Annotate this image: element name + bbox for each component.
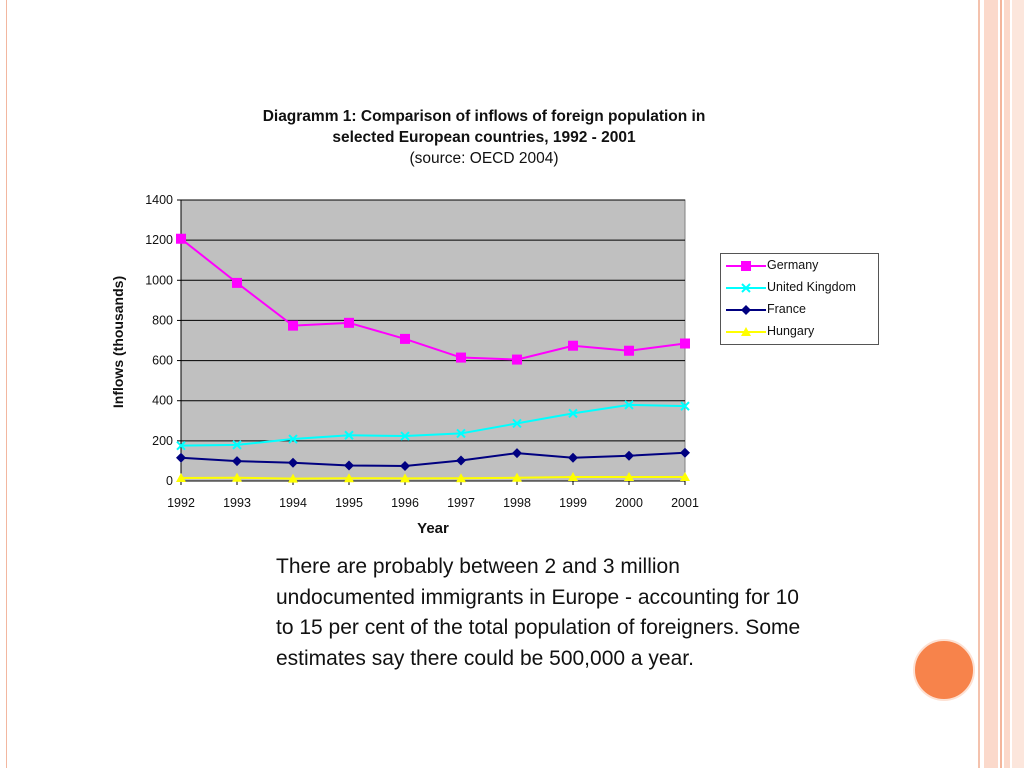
- point-germany-2000: [624, 346, 634, 356]
- x-tick-label-1994: 1994: [279, 496, 307, 510]
- slide-body-text: There are probably between 2 and 3 million undocumented immigrants in Europe - accounting for 10 to 15 per cent of the total population of foreigners. Some estimates say there could be 500,000 a year.: [276, 555, 801, 670]
- x-tick-label-1997: 1997: [447, 496, 475, 510]
- x-tick-label-1998: 1998: [503, 496, 531, 510]
- y-tick-label-800: 800: [152, 313, 173, 328]
- x-axis-label: Year: [417, 520, 449, 537]
- point-germany-1997: [456, 353, 466, 363]
- legend-label-germany: Germany: [767, 258, 819, 272]
- legend-label-hungary: Hungary: [767, 324, 815, 338]
- legend-marker-hungary: [725, 324, 767, 340]
- point-germany-1999: [568, 341, 578, 351]
- x-tick-label-1992: 1992: [167, 496, 195, 510]
- chart-title-line2: selected European countries, 1992 - 2001: [332, 129, 636, 146]
- x-tick-label-2000: 2000: [615, 496, 643, 510]
- legend-point-germany: [741, 261, 751, 271]
- legend-marker-france: [725, 302, 767, 318]
- point-germany-1992: [176, 234, 186, 244]
- y-tick-label-600: 600: [152, 353, 173, 368]
- y-tick-label-400: 400: [152, 393, 173, 408]
- plot-area: [181, 200, 685, 481]
- y-tick-label-1400: 1400: [145, 193, 173, 207]
- y-tick-label-0: 0: [166, 474, 173, 488]
- legend-item-hungary: [721, 322, 879, 342]
- point-germany-1994: [288, 321, 298, 331]
- point-germany-1996: [400, 334, 410, 344]
- legend-marker-germany: [725, 258, 767, 274]
- chart-subtitle: (source: OECD 2004): [409, 150, 559, 167]
- point-germany-1993: [232, 278, 242, 288]
- y-tick-label-1000: 1000: [145, 273, 173, 288]
- x-tick-label-1996: 1996: [391, 496, 419, 510]
- x-tick-label-1999: 1999: [559, 496, 587, 510]
- x-tick-label-1995: 1995: [335, 496, 363, 510]
- point-germany-1995: [344, 318, 354, 328]
- legend-item-germany: [721, 256, 879, 276]
- legend-item-united-kingdom: [721, 278, 879, 298]
- legend-point-france: [741, 305, 751, 315]
- point-germany-1998: [512, 355, 522, 365]
- legend-label-france: France: [767, 302, 806, 316]
- chart-legend: [720, 253, 879, 345]
- chart-title-line1: Diagramm 1: Comparison of inflows of foreign population in: [262, 108, 706, 125]
- legend-label-united-kingdom: United Kingdom: [767, 280, 856, 294]
- y-tick-label-1200: 1200: [145, 233, 173, 248]
- legend-item-france: [721, 300, 879, 320]
- x-tick-label-2001: 2001: [671, 496, 699, 510]
- x-tick-label-1993: 1993: [223, 496, 251, 510]
- y-axis-label: Inflows (thousands): [110, 275, 126, 409]
- y-tick-label-200: 200: [152, 433, 173, 448]
- point-germany-2001: [680, 339, 690, 349]
- legend-marker-united-kingdom: [725, 280, 767, 296]
